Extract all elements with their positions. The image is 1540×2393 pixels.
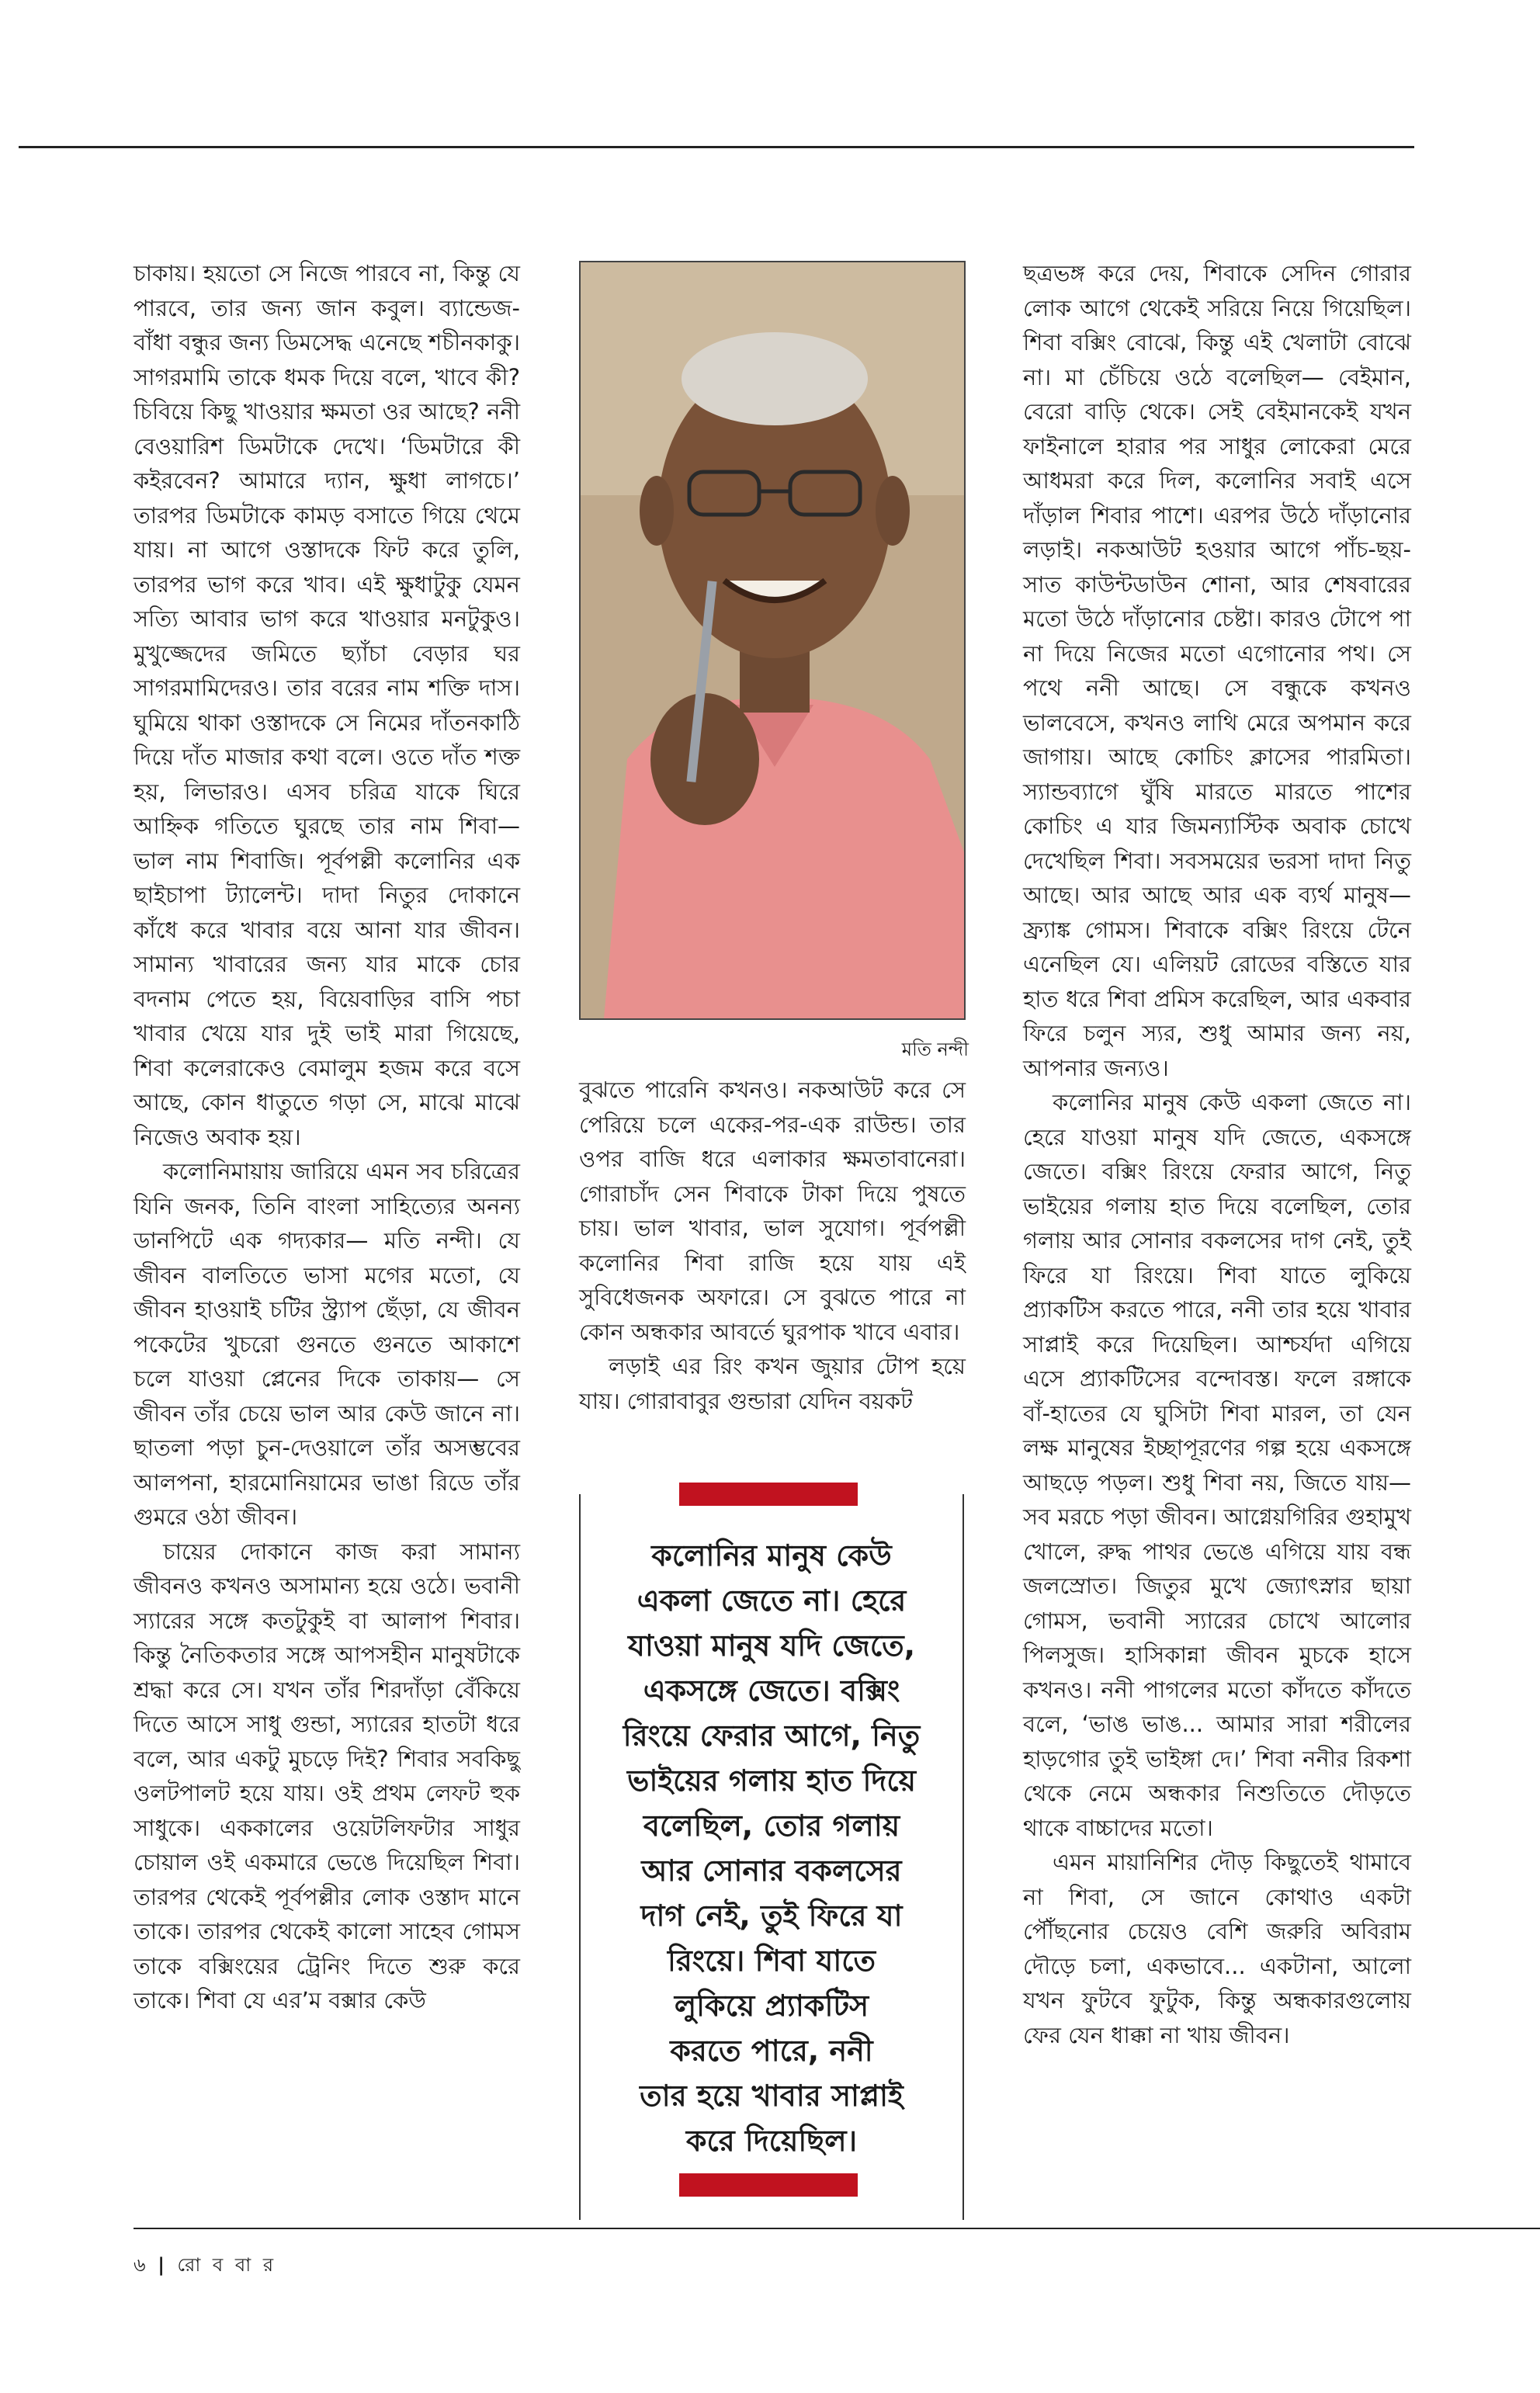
pull-quote-line: করে দিয়েছিল। xyxy=(685,2124,858,2158)
photo-caption: মতি নন্দী xyxy=(901,1039,969,1060)
pull-quote-line: কলোনির মানুষ কেউ xyxy=(651,1538,892,1573)
paragraph: কলোনিমায়ায় জারিয়ে এমন সব চরিত্রের যিনি জনক, তিনি বাংলা সাহিত্যের অনন্য ডানপিটে এক গদ্যকার— মতি নন্দী। যে জীবন বালতিতে ভাসা মগের মতো, যে জীবন হাওয়াই চটির স্ট্র্যাপ ছেঁড়া, যে জীবন পকেটের খুচরো গুনতে গুনতে আকাশে চলে যাওয়া প্লেনের দিকে তাকায়— সে জীবন তাঁর চেয়ে ভাল আর কেউ জানে না। ছাতলা পড়া চুন-দেওয়ালে তাঁর অসম্ভবের আলপনা, হারমোনিয়ামের ভাঙা রিডে তাঁর গুমরে ওঠা জীবন। xyxy=(134,1158,520,1530)
pull-quote xyxy=(584,1533,959,2163)
article-column-2 xyxy=(579,1073,966,1418)
paragraph: চাকায়। হয়তো সে নিজে পারবে না, কিন্তু যে পারবে, তার জন্য জান কবুল। ব্যান্ডেজ-বাঁধা বন্ধুর জন্য ডিমসেদ্ধ এনেছে শচীনকাকু। সাগরমামি তাকে ধমক দিয়ে বলে, খাবে কী? চিবিয়ে কিছু খাওয়ার ক্ষমতা ওর আছে? ননী বেওয়ারিশ ডিমটাকে দেখে। ‘ডিমটারে কী কইরবেন? আমারে দ্যান, ক্ষুধা লাগচে।’ তারপর ডিমটাকে কামড় বসাতে গিয়ে থেমে যায়। না আগে ওস্তাদকে ফিট করে তুলি, তারপর ভাগ করে খাব। এই ক্ষুধাটুকু যেমন সত্যি আবার ভাগ করে খাওয়ার মনটুকুও। মুখুজ্জেদের জমিতে ছ্যাঁচা বেড়ার ঘর সাগরমামিদেরও। তার বরের নাম শক্তি দাস। ঘুমিয়ে থাকা ওস্তাদকে সে নিমের দাঁতনকাঠি দিয়ে দাঁত মাজার কথা বলে। ওতে দাঁত শক্ত হয়, লিভারও। এসব চরিত্র যাকে ঘিরে আহ্নিক গতিতে ঘুরছে তার নাম শিবা— ভাল নাম শিবাজি। পূর্বপল্লী কলোনির এক ছাইচাপা ট্যালেন্ট। দাদা নিতুর দোকানে কাঁধে করে খাবার বয়ে আনা যার জীবন। সামান্য খাবারের জন্য যার মাকে চোর বদনাম পেতে হয়, বিয়েবাড়ির বাসি পচা খাবার খেয়ে যার দুই ভাই মারা গিয়েছে, শিবা কলেরাকেও বেমালুম হজম করে বসে আছে, কোন ধাতুতে গড়া সে, মাঝে মাঝে নিজেও অবাক হয়। xyxy=(134,260,520,1150)
top-rule xyxy=(19,146,1414,148)
pull-quote-line: করতে পারে, ননী xyxy=(670,2034,873,2068)
author-photo xyxy=(579,261,966,1020)
article-column-3 xyxy=(1023,256,1411,2052)
bottom-rule xyxy=(134,2228,1540,2229)
pull-quote-line: বলেছিল, তোর গলায় xyxy=(643,1809,900,1843)
pullquote-top-bar xyxy=(679,1483,858,1506)
page-footer: ৬ | রো ব বা র xyxy=(134,2254,277,2276)
paragraph: ছত্রভঙ্গ করে দেয়, শিবাকে সেদিন গোরার লোক আগে থেকেই সরিয়ে নিয়ে গিয়েছিল। শিবা বক্সিং বোঝে, কিন্তু এই খেলাটা বোঝে না। মা চেঁচিয়ে ওঠে বলেছিল— বেইমান, বেরো বাড়ি থেকে। সেই বেইমানকেই যখন ফাইনালে হারার পর সাধুর লোকেরা মেরে আধমরা করে দিল, কলোনির সবাই এসে দাঁড়াল শিবার পাশে। এরপর উঠে দাঁড়ানোর লড়াই। নকআউট হওয়ার আগে পাঁচ-ছয়-সাত কাউন্টডাউন শোনা, আর শেষবারের মতো উঠে দাঁড়ানোর চেষ্টা। কারও টোপে পা না দিয়ে নিজের মতো এগোনোর পথ। সে পথে ননী আছে। সে বন্ধুকে কখনও ভালবেসে, কখনও লাথি মেরে অপমান করে জাগায়। আছে কোচিং ক্লাসের পারমিতা। স্যান্ডব্যাগে ঘুঁষি মারতে মারতে পাশের কোচিং এ যার জিমন্যাস্টিক অবাক চোখে দেখেছিল শিবা। সবসময়ের ভরসা দাদা নিতু আছে। আর আছে আর এক ব্যর্থ মানুষ— ফ্র্যাঙ্ক গোমস। শিবাকে বক্সিং রিংয়ে টেনে এনেছিল যে। এলিয়ট রোডের বস্তিতে যার হাত ধরে শিবা প্রমিস করেছিল, আর একবার ফিরে চলুন স্যর, শুধু আমার জন্য নয়, আপনার জন্যও। xyxy=(1023,260,1411,1081)
pull-quote-line: একলা জেতে না। হেরে xyxy=(636,1583,907,1618)
paragraph: চায়ের দোকানে কাজ করা সামান্য জীবনও কখনও অসামান্য হয়ে ওঠে। ভবানী স্যারের সঙ্গে কতটুকুই বা আলাপ শিবার। কিন্তু নৈতিকতার সঙ্গে আপসহীন মানুষটাকে শ্রদ্ধা করে সে। যখন তাঁর শিরদাঁড়া বেঁকিয়ে দিতে আসে সাধু গুন্ডা, স্যারের হাতটা ধরে বলে, আর একটু মুচড়ে দিই? শিবার সবকিছু ওলটপালট হয়ে যায়। ওই প্রথম লেফট হুক সাধুকে। এককালের ওয়েটলিফটার সাধুর চোয়াল ওই একমারে ভেঙে দিয়েছিল শিবা। তারপর থেকেই পূর্বপল্লীর লোক ওস্তাদ মানে তাকে। তারপর থেকেই কালো সাহেব গোমস তাকে বক্সিংয়ের ট্রেনিং দিতে শুরু করে তাকে। শিবা যে এর’ম বক্সার কেউ xyxy=(134,1538,520,2013)
pull-quote-line: লুকিয়ে প্র্যাকটিস xyxy=(674,1989,869,2023)
pull-quote-line: ভাইয়ের গলায় হাত দিয়ে xyxy=(627,1764,916,1798)
pullquote-bottom-bar xyxy=(679,2173,858,2197)
article-column-1 xyxy=(134,256,520,2018)
page-number: ৬ xyxy=(134,2254,149,2276)
pullquote-right-rule xyxy=(962,1494,964,2220)
paragraph: লড়াই এর রিং কখন জুয়ার টোপ হয়ে যায়। গোরাবাবুর গুন্ডারা যেদিন বয়কট xyxy=(579,1353,966,1414)
portrait-illustration xyxy=(581,262,964,1018)
paragraph: বুঝতে পারেনি কখনও। নকআউট করে সে পেরিয়ে চলে একের-পর-এক রাউন্ড। তার ওপর বাজি ধরে এলাকার ক্ষমতাবানেরা। গোরাচাঁদ সেন শিবাকে টাকা দিয়ে পুষতে চায়। ভাল খাবার, ভাল সুযোগ। পূর্বপল্লী কলোনির শিবা রাজি হয়ে যায় এই সুবিধেজনক অফারে। সে বুঝতে পারে না কোন অন্ধকার আবর্তে ঘুরপাক খাবে এবার। xyxy=(579,1077,966,1345)
paragraph: কলোনির মানুষ কেউ একলা জেতে না। হেরে যাওয়া মানুষ যদি জেতে, একসঙ্গে জেতে। বক্সিং রিংয়ে ফেরার আগে, নিতু ভাইয়ের গলায় হাত দিয়ে বলেছিল, তোর গলায় আর সোনার বকলসের দাগ নেই, তুই ফিরে যা রিংয়ে। শিবা যাতে লুকিয়ে প্র্যাকটিস করতে পারে, ননী তার হয়ে খাবার সাপ্লাই করে দিয়েছিল। আশ্চর্যদা এগিয়ে এসে প্র্যাকটিসের বন্দোবস্ত। ফলে রঙ্গাকে বাঁ-হাতের যে ঘুসিটা শিবা মারল, তা যেন লক্ষ মানুষের ইচ্ছাপূরণের গল্প হয়ে একসঙ্গে আছড়ে পড়ল। শুধু শিবা নয়, জিতে যায়— সব মরচে পড়া জীবন। আগ্নেয়গিরির গুহামুখ খোলে, রুদ্ধ পাথর ভেঙে এগিয়ে যায় বন্ধ জলস্রোত। জিতুর মুখে জ্যোৎস্নার ছায়া গোমস, ভবানী স্যারের চোখে আলোর পিলসুজ। হাসিকান্না জীবন মুচকে হাসে কখনও। ননী পাগলের মতো কাঁদতে কাঁদতে বলে, ‘ভাঙ ভাঙ... আমার সারা শরীলের হাড়গোর তুই ভাইঙ্গা দে।’ শিবা ননীর রিকশা থেকে নেমে অন্ধকার নিশুতিতে দৌড়তে থাকে বাচ্চাদের মতো। xyxy=(1023,1089,1411,1841)
pull-quote-line: যাওয়া মানুষ যদি জেতে, xyxy=(627,1628,916,1663)
pull-quote-line: একসঙ্গে জেতে। বক্সিং xyxy=(643,1673,900,1708)
pull-quote-line: রিংয়ে ফেরার আগে, নিতু xyxy=(623,1718,921,1753)
pull-quote-line: দাগ নেই, তুই ফিরে যা xyxy=(640,1899,903,1933)
pullquote-left-rule xyxy=(579,1494,581,2220)
pull-quote-line: রিংয়ে। শিবা যাতে xyxy=(667,1944,876,1978)
paragraph: এমন মায়ানিশির দৌড় কিছুতেই থামাবে না শিবা, সে জানে কোথাও একটা পৌঁছনোর চেয়েও বেশি জরুরি অবিরাম দৌড়ে চলা, একভাবে... একটানা, আলো যখন ফুটবে ফুটুক, কিন্তু অন্ধকারগুলোয় ফের যেন ধাক্কা না খায় জীবন। xyxy=(1023,1849,1411,2048)
magazine-name: রো ব বা র xyxy=(177,2254,277,2276)
pull-quote-line: তার হয়ে খাবার সাপ্লাই xyxy=(640,2079,904,2113)
pull-quote-line: আর সোনার বকলসের xyxy=(641,1854,902,1888)
